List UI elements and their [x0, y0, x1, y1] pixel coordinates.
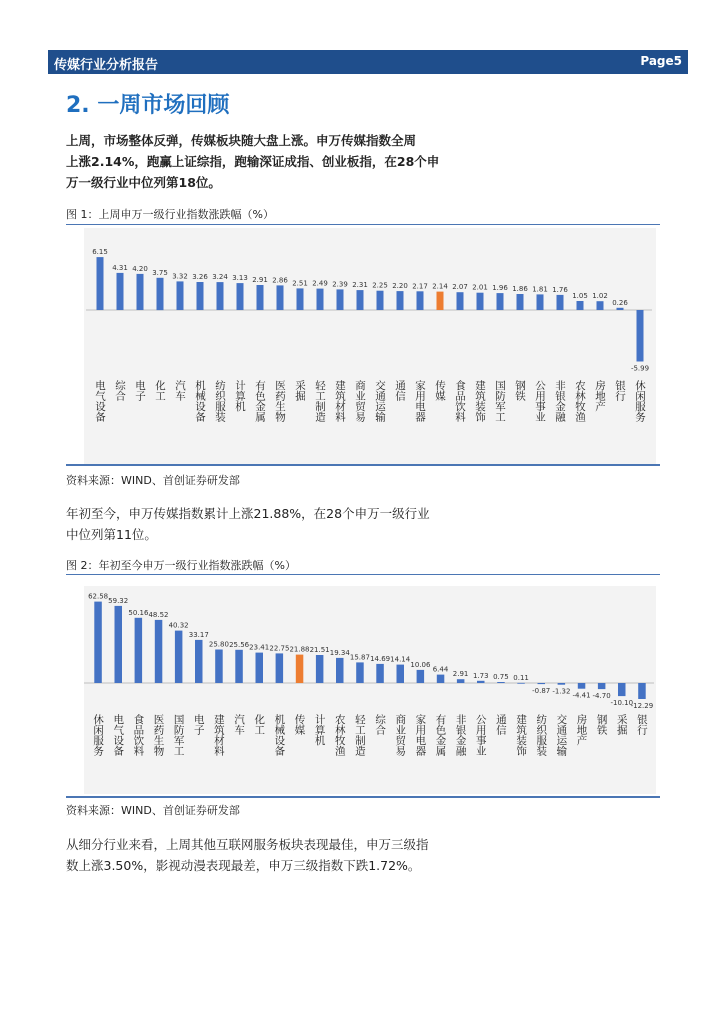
category-label: 计算机 [234, 380, 246, 412]
category-label: 房地产 [575, 714, 588, 746]
section-title: 2. 一周市场回顾 [66, 93, 230, 118]
data-label: 59.32 [108, 596, 129, 605]
figure1-source: 资料来源：WIND、首创证券研发部 [66, 474, 240, 487]
category-label: 综合 [374, 714, 387, 735]
bar [296, 655, 304, 683]
category-label: 非银金融 [554, 380, 566, 422]
data-label: 6.15 [92, 248, 108, 257]
subindustry-line: 数上涨3.50%，影视动漫表现最差，申万三级指数下跌1.72%。 [66, 858, 421, 873]
bar [437, 675, 445, 683]
bar [195, 640, 203, 683]
bar [135, 618, 143, 683]
summary-line: 上涨2.14%，跑赢上证综指，跑输深证成指、创业板指，在28个申 [66, 154, 440, 169]
category-label: 轻工制造 [353, 714, 366, 756]
data-label: 62.58 [88, 592, 109, 601]
report-header-bar [48, 50, 688, 74]
data-label: 2.07 [452, 283, 468, 292]
category-label: 交通运输 [555, 714, 568, 756]
data-label: 19.34 [329, 648, 350, 657]
bar [618, 683, 626, 696]
category-label: 国防军工 [494, 380, 506, 422]
data-label: 15.87 [349, 653, 370, 662]
data-label: 2.86 [272, 276, 288, 285]
data-label: 1.86 [512, 285, 528, 293]
category-label: 电子 [192, 714, 205, 735]
page-number: Page5 [640, 54, 682, 68]
data-label: -10.10 [610, 699, 634, 708]
data-label: 1.81 [532, 285, 548, 294]
subindustry-line: 从细分行业来看，上周其他互联网服务板块表现最佳，申万三级指 [66, 837, 429, 852]
summary-paragraph [66, 130, 466, 193]
category-label: 化工 [253, 714, 266, 735]
bar [297, 288, 304, 310]
bar [215, 650, 223, 684]
bar [457, 679, 465, 683]
bar [598, 683, 606, 689]
ytd-line: 年初至今，申万传媒指数累计上涨21.88%，在28个申万一级行业 [66, 506, 430, 521]
data-label: 2.14 [432, 282, 448, 291]
category-label: 交通运输 [374, 380, 386, 422]
bar [477, 293, 484, 310]
data-label: -1.32 [552, 687, 571, 696]
category-label: 有色金属 [254, 380, 266, 422]
category-label: 建筑装饰 [515, 714, 528, 756]
bar [417, 670, 425, 683]
category-label: 钢铁 [514, 380, 526, 401]
data-label: 23.41 [249, 643, 270, 652]
data-label: 3.26 [192, 273, 208, 281]
bar [97, 257, 104, 310]
figure2-title: 图 2：年初至今申万一级行业指数涨跌幅（%） [66, 559, 296, 572]
category-label: 电气设备 [94, 380, 106, 422]
data-label: 10.06 [410, 660, 431, 669]
bar [256, 653, 264, 683]
bar [117, 273, 124, 310]
data-label: 21.88 [289, 645, 310, 654]
category-label: 国防军工 [172, 714, 185, 756]
bar [397, 291, 404, 310]
bar [638, 683, 646, 699]
bar [558, 683, 566, 685]
bar [376, 664, 384, 683]
data-label: -0.87 [532, 687, 551, 696]
data-label: 22.75 [269, 644, 290, 653]
bar [94, 602, 102, 683]
figure1-bottom-rule [66, 464, 660, 466]
category-label: 医药生物 [274, 380, 286, 422]
category-label: 综合 [114, 380, 126, 401]
category-label: 食品饮料 [454, 380, 466, 422]
bar [417, 291, 424, 310]
category-label: 医药生物 [152, 714, 165, 756]
bar [235, 650, 243, 683]
data-label: 2.51 [292, 279, 308, 288]
category-label: 家用电器 [414, 714, 427, 756]
category-label: 采掘 [615, 714, 628, 735]
category-label: 商业贸易 [354, 380, 366, 422]
ytd-industry-bar-chart [84, 586, 656, 794]
data-label: 2.39 [332, 280, 348, 289]
category-label: 食品饮料 [132, 714, 145, 756]
weekly-industry-bar-chart [84, 228, 656, 464]
figure2-bottom-rule [66, 796, 660, 798]
data-label: 3.75 [152, 268, 168, 277]
figure2-source: 资料来源：WIND、首创证券研发部 [66, 804, 240, 817]
bar [637, 310, 644, 362]
category-label: 轻工制造 [314, 380, 326, 422]
category-label: 银行 [614, 380, 626, 401]
data-label: 14.14 [390, 655, 411, 664]
data-label: 40.32 [168, 621, 189, 630]
data-label: 2.91 [252, 276, 268, 284]
category-label: 银行 [635, 714, 648, 735]
data-label: 2.31 [352, 281, 368, 290]
category-label: 化工 [154, 380, 166, 401]
figure2-chart-area [84, 586, 656, 794]
data-label: 2.01 [472, 283, 488, 292]
figure1-chart-area [84, 228, 656, 464]
data-label: 2.20 [392, 282, 408, 291]
category-label: 建筑装饰 [474, 380, 486, 422]
category-label: 公用事业 [534, 380, 546, 422]
bar [217, 282, 224, 310]
data-label: 50.16 [128, 608, 149, 617]
bar [497, 293, 504, 310]
category-label: 汽车 [174, 380, 186, 401]
summary-line: 上周，市场整体反弹，传媒板块随大盘上涨。申万传媒指数全周 [66, 133, 417, 148]
data-label: 25.56 [229, 640, 250, 649]
category-label: 建筑材料 [334, 380, 346, 422]
bar [497, 682, 505, 683]
bar [517, 683, 525, 684]
data-label: 3.32 [172, 272, 188, 281]
category-label: 纺织服装 [535, 714, 548, 756]
category-label: 机械设备 [194, 380, 206, 422]
data-label: 0.11 [513, 673, 529, 682]
category-label: 休闲服务 [92, 714, 105, 756]
figure1-title: 图 1：上周申万一级行业指数涨跌幅（%） [66, 208, 274, 221]
data-label: 1.96 [492, 284, 508, 293]
data-label: 1.05 [572, 292, 588, 300]
subindustry-paragraph [66, 834, 486, 876]
data-label: 3.24 [212, 273, 228, 282]
data-label: 4.20 [132, 264, 148, 273]
data-label: -12.29 [630, 702, 654, 710]
bar [617, 308, 624, 310]
category-label: 农林牧渔 [574, 380, 586, 422]
bar [155, 620, 163, 683]
bar [175, 631, 183, 683]
bar [316, 655, 324, 683]
data-label: 6.44 [432, 665, 449, 674]
bar [357, 290, 364, 310]
category-label: 非银金融 [454, 714, 467, 756]
data-label: -4.41 [572, 691, 591, 700]
ytd-line: 中位列第11位。 [66, 527, 157, 542]
category-label: 建筑材料 [212, 714, 225, 756]
data-label: 33.17 [188, 630, 209, 639]
category-label: 农林牧渔 [333, 714, 346, 756]
data-label: 3.13 [232, 274, 248, 283]
bar [277, 285, 284, 310]
bar [237, 283, 244, 310]
data-label: 2.91 [452, 670, 469, 679]
category-label: 通信 [394, 380, 406, 401]
category-label: 机械设备 [273, 714, 286, 756]
data-label: 14.69 [370, 654, 391, 663]
bar [477, 681, 485, 683]
bar [597, 301, 604, 310]
bar [517, 294, 524, 310]
category-label: 家用电器 [414, 380, 426, 422]
bar [157, 278, 164, 310]
bar [457, 292, 464, 310]
bar [337, 289, 344, 310]
category-label: 钢铁 [595, 714, 608, 735]
category-label: 汽车 [233, 714, 246, 735]
data-label: 2.49 [312, 279, 328, 288]
summary-line: 万一级行业中位列第18位。 [66, 175, 221, 190]
data-label: 25.80 [208, 640, 229, 649]
bar [557, 295, 564, 310]
bar [257, 285, 264, 310]
bar [197, 282, 204, 310]
figure2-top-rule [66, 574, 660, 575]
bar [538, 683, 546, 684]
category-label: 电子 [134, 380, 146, 401]
ytd-paragraph [66, 503, 466, 545]
bar [578, 683, 586, 689]
data-label: 21.51 [309, 646, 330, 654]
category-label: 通信 [494, 714, 507, 735]
category-label: 休闲服务 [634, 380, 646, 422]
bar [276, 653, 284, 683]
data-label: -5.99 [630, 364, 650, 373]
data-label: 1.76 [552, 285, 568, 294]
bar [317, 289, 324, 310]
bar [577, 301, 584, 310]
bar [377, 291, 384, 310]
data-label: 2.25 [372, 281, 388, 290]
report-title: 传媒行业分析报告 [54, 58, 159, 73]
data-label: 1.02 [592, 292, 608, 301]
category-label: 纺织服装 [214, 380, 226, 422]
figure1-top-rule [66, 224, 660, 225]
category-label: 采掘 [294, 380, 306, 401]
bar [356, 662, 364, 683]
bar [336, 658, 344, 683]
data-label: 48.52 [148, 610, 169, 619]
data-label: 4.31 [112, 263, 128, 272]
bar [437, 292, 444, 310]
category-label: 传媒 [434, 380, 446, 401]
data-label: -4.70 [592, 692, 611, 701]
category-label: 商业贸易 [394, 714, 407, 756]
bar [537, 294, 544, 310]
category-label: 传媒 [293, 714, 306, 735]
category-label: 有色金属 [434, 714, 447, 756]
data-label: 1.73 [473, 671, 489, 680]
data-label: 0.75 [493, 673, 509, 681]
bar [397, 665, 405, 683]
category-label: 公用事业 [474, 714, 487, 756]
category-label: 计算机 [313, 714, 326, 746]
bar [115, 606, 123, 683]
category-label: 电气设备 [112, 714, 125, 756]
bar [137, 274, 144, 310]
category-label: 房地产 [594, 380, 606, 412]
data-label: 0.26 [612, 298, 628, 307]
bar [177, 281, 184, 310]
data-label: 2.17 [412, 282, 428, 291]
